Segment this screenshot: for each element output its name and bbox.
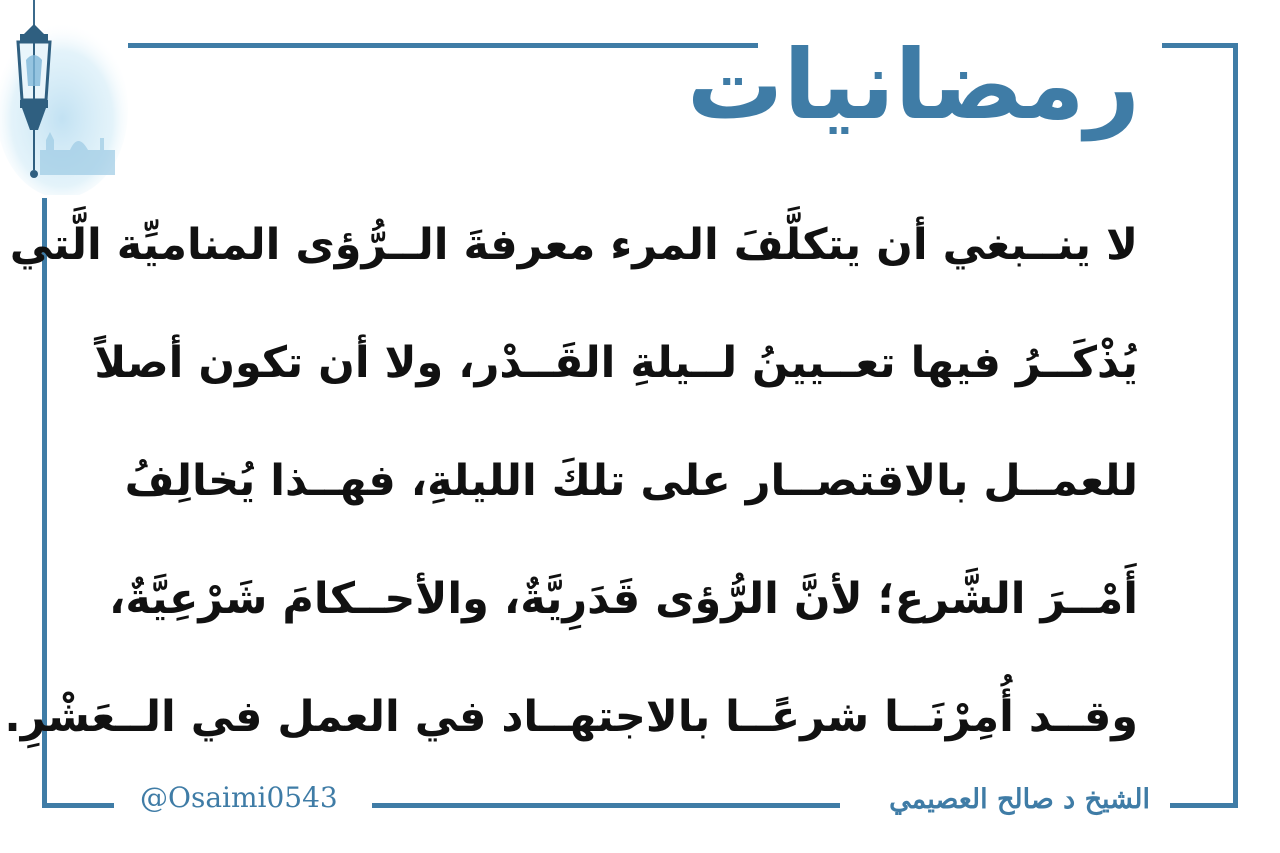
ramadan-lantern-icon xyxy=(0,0,130,195)
author-name: الشيخ د صالح العصيمي xyxy=(889,784,1150,815)
frame-bottom-right xyxy=(1170,803,1238,808)
social-handle: @Osaimi0543 xyxy=(140,781,338,814)
quote-line: يُذْكَــرُ فيها تعــيينُ لــيلةِ القَــدْر، ولا أن تكون أصلاً xyxy=(94,338,1138,388)
frame-bottom-middle xyxy=(372,803,840,808)
quote-line: أَمْــرَ الشَّرع؛ لأنَّ الرُّؤى قَدَرِيَّةٌ، والأحــكامَ شَرْعِيَّةٌ، xyxy=(109,574,1138,624)
frame-right xyxy=(1233,43,1238,808)
quote-line: للعمــل بالاقتصــار على تلكَ الليلةِ، فهــذا يُخالِفُ xyxy=(124,456,1138,506)
quote-body xyxy=(4,186,1138,776)
frame-top-right xyxy=(1162,43,1238,48)
frame-bottom-left xyxy=(42,803,114,808)
quote-line: لا ينــبغي أن يتكلَّفَ المرء معرفةَ الــرُّؤى المناميِّة الَّتي xyxy=(9,220,1138,270)
frame-top-left xyxy=(128,43,758,48)
quote-line: وقــد أُمِرْنَــا شرعًــا بالاجتهــاد في العمل في الــعَشْرِ. xyxy=(4,692,1138,742)
page-title: رمضانيات xyxy=(686,29,1140,141)
